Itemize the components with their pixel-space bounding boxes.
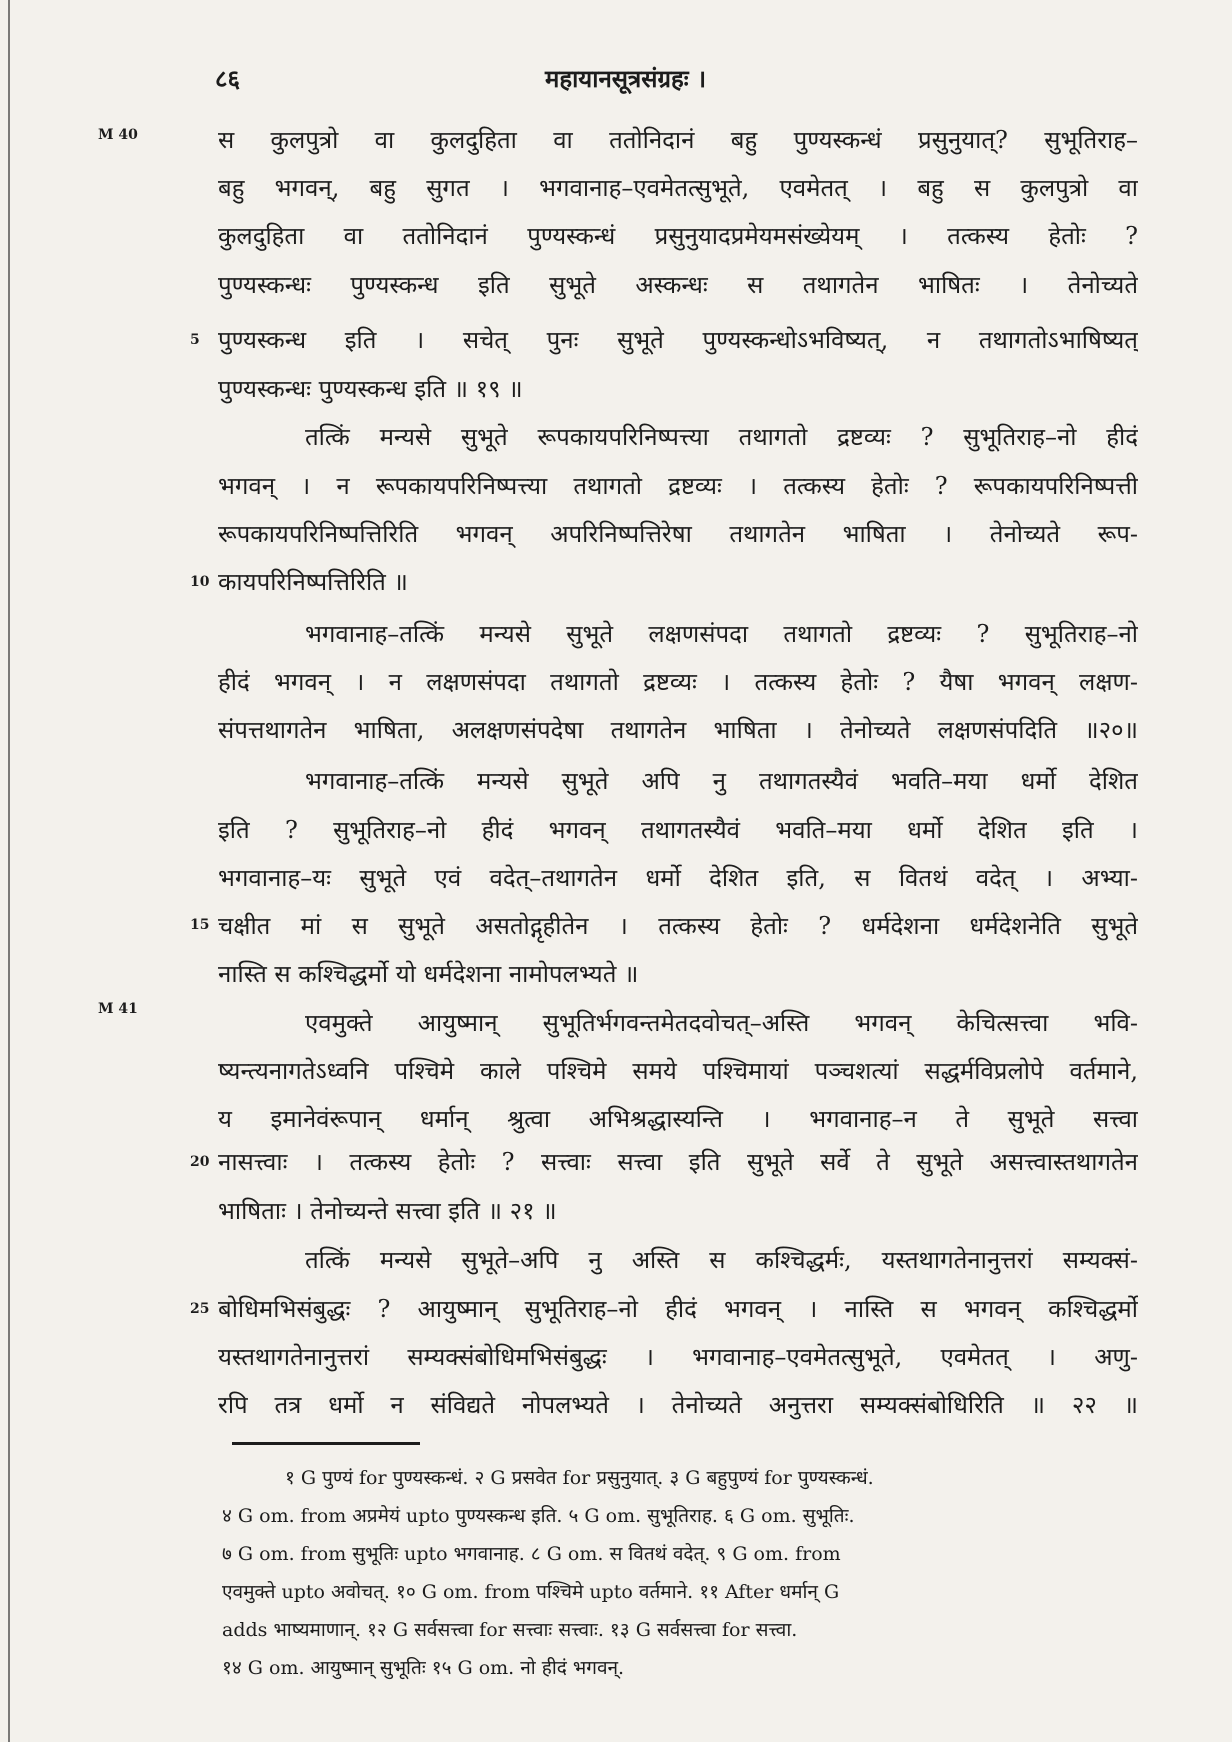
text-line: भाषिताः । तेनोच्यन्ते सत्त्वा इति ॥ २१ ॥ [218,1197,557,1225]
page-header [215,62,1155,102]
text-line: यस्तथागतेनानुत्तरां सम्यक्संबोधिमभिसंबुद्धः । भगवानाह–एवमेतत्सुभूते, एवमेतत् । अणु- [218,1343,1138,1371]
text-line: ष्यन्त्यनागतेऽध्वनि पश्चिमे काले पश्चिमे समये पश्चिमायां पञ्चशत्यां सद्धर्मविप्रलोपे वर्तमाने, [218,1057,1138,1085]
line-number: 5 [190,332,200,348]
text-line: भगवानाह–तत्किं मन्यसे सुभूते लक्षणसंपदा तथागतो द्रष्टव्यः ? सुभूतिराह–नो [305,620,1138,648]
text-line: रपि तत्र धर्मो न संविद्यते नोपलभ्यते । तेनोच्यते अनुत्तरा सम्यक्संबोधिरिति ॥ २२ ॥ [218,1391,1138,1419]
line-number: 15 [190,917,210,933]
footnote-line: १४ G om. आयुष्मान् सुभूतिः १५ G om. नो हीदं भगवन्. [222,1657,625,1679]
footnote-line: ४ G om. from अप्रमेयं upto पुण्यस्कन्ध इति. ५ G om. सुभूतिराह. ६ G om. सुभूतिः. [222,1505,855,1527]
text-line: पुण्यस्कन्धः पुण्यस्कन्ध इति सुभूते अस्कन्धः स तथागतेन भाषितः । तेनोच्यते [218,271,1138,299]
text-line: इति ? सुभूतिराह–नो हीदं भगवन् तथागतस्यैवं भवति–मया धर्मो देशित इति । [218,816,1138,844]
line-number: 20 [190,1154,210,1170]
text-line: भगवानाह–यः सुभूते एवं वदेत्–तथागतेन धर्मो देशित इति, स वितथं वदेत् । अभ्या- [218,864,1138,892]
text-line: नासत्त्वाः । तत्कस्य हेतोः ? सत्त्वाः सत्त्वा इति सुभूते सर्वे ते सुभूते असत्त्वास्तथागतेन [218,1148,1138,1176]
text-line: रूपकायपरिनिष्पत्तिरिति भगवन् अपरिनिष्पत्तिरेषा तथागतेन भाषिता । तेनोच्यते रूप- [218,520,1138,548]
line-number: 10 [190,574,210,590]
text-line: य इमानेवंरूपान् धर्मान् श्रुत्वा अभिश्रद्धास्यन्ति । भगवानाह–न ते सुभूते सत्त्वा [218,1105,1138,1133]
text-line: एवमुक्ते आयुष्मान् सुभूतिर्भगवन्तमेतदवोचत्–अस्ति भगवन् केचित्सत्त्वा भवि- [305,1009,1138,1037]
text-line: तत्किं मन्यसे सुभूते रूपकायपरिनिष्पत्त्या तथागतो द्रष्टव्यः ? सुभूतिराह–नो हीदं [305,423,1138,451]
text-line: स कुलपुत्रो वा कुलदुहिता वा ततोनिदानं बहु पुण्यस्कन्धं प्रसुनुयात्? सुभूतिराह– [218,126,1138,154]
footnote-line: ७ G om. from सुभूतिः upto भगवानाह. ८ G om. स वितथं वदेत्. ९ G om. from [222,1543,841,1565]
text-line: बोधिमभिसंबुद्धः ? आयुष्मान् सुभूतिराह–नो हीदं भगवन् । नास्ति स भगवन् कश्चिद्धर्मो [218,1295,1138,1323]
text-line: पुण्यस्कन्धः पुण्यस्कन्ध इति ॥ १९ ॥ [218,375,523,403]
text-line: हीदं भगवन् । न लक्षणसंपदा तथागतो द्रष्टव्यः । तत्कस्य हेतोः ? यैषा भगवन् लक्षण- [218,668,1138,696]
line-number: 25 [190,1301,210,1317]
page-number: ८६ [215,64,240,93]
running-title: महायानसूत्रसंग्रहः । [545,64,707,93]
text-line: भगवन् । न रूपकायपरिनिष्पत्त्या तथागतो द्रष्टव्यः । तत्कस्य हेतोः ? रूपकायपरिनिष्पत्ती [218,472,1138,500]
text-line: बहु भगवन्, बहु सुगत । भगवानाह–एवमेतत्सुभूते, एवमेतत् । बहु स कुलपुत्रो वा [218,174,1138,202]
footnote-rule [232,1442,420,1445]
text-line: नास्ति स कश्चिद्धर्मो यो धर्मदेशना नामोपलभ्यते ॥ [218,960,639,988]
text-line: संपत्तथागतेन भाषिता, अलक्षणसंपदेषा तथागतेन भाषिता । तेनोच्यते लक्षणसंपदिति ॥२०॥ [218,716,1138,744]
page-edge [8,0,10,1742]
margin-ref: M 40 [98,127,138,143]
margin-ref: M 41 [98,1001,138,1017]
text-line: कायपरिनिष्पत्तिरिति ॥ [218,568,408,596]
footnote-line: १ G पुण्यं for पुण्यस्कन्धं. २ G प्रसवेत for प्रसुनुयात्. ३ G बहुपुण्यं for पुण्यस्कन्धं. [285,1467,874,1489]
text-line: तत्किं मन्यसे सुभूते–अपि नु अस्ति स कश्चिद्धर्मः, यस्तथागतेनानुत्तरां सम्यक्सं- [305,1246,1138,1274]
text-line: भगवानाह–तत्किं मन्यसे सुभूते अपि नु तथागतस्यैवं भवति–मया धर्मो देशित [305,767,1138,795]
text-line: पुण्यस्कन्ध इति । सचेत् पुनः सुभूते पुण्यस्कन्धोऽभविष्यत्, न तथागतोऽभाषिष्यत् [218,326,1138,354]
footnote-line: adds भाष्यमाणान्. १२ G सर्वसत्त्वा for सत्त्वाः सत्त्वाः. १३ G सर्वसत्त्वा for सत्त्वा. [222,1619,798,1641]
text-line: कुलदुहिता वा ततोनिदानं पुण्यस्कन्धं प्रसुनुयादप्रमेयमसंख्येयम् । तत्कस्य हेतोः ? [218,222,1138,250]
text-line: चक्षीत मां स सुभूते असतोद्गृहीतेन । तत्कस्य हेतोः ? धर्मदेशना धर्मदेशनेति सुभूते [218,912,1138,940]
footnote-line: एवमुक्ते upto अवोचत्. १० G om. from पश्चिमे upto वर्तमाने. ११ After धर्मान् G [222,1581,840,1603]
